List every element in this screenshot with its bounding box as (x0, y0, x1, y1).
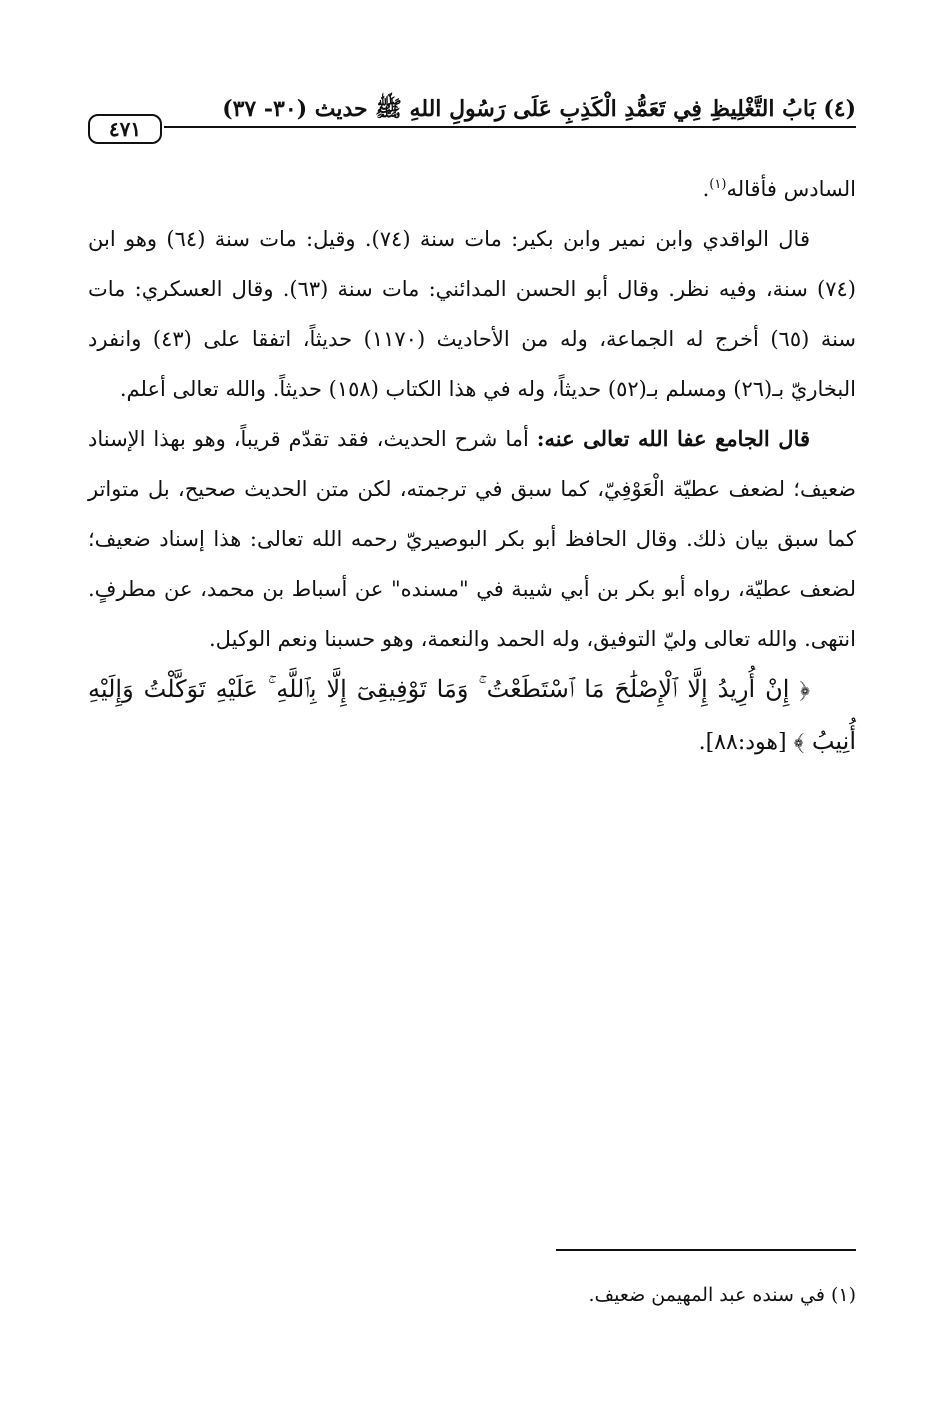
quran-reference: [هود:٨٨]. (698, 730, 794, 755)
paragraph-3 (88, 414, 856, 664)
main-text (88, 164, 856, 768)
footnote: (١) في سنده عبد المهيمن ضعيف. (588, 1284, 856, 1306)
running-header (88, 92, 856, 141)
paragraph-3-lead: قال الجامع عفا الله تعالى عنه: (536, 426, 811, 451)
paragraph-1-end: . (702, 177, 710, 201)
paragraph-3-text: أما شرح الحديث، فقد تقدّم قريباً، وهو بهذا الإسناد ضعيف؛ لضعف عطيّة الْعَوْفِيّ، كما سبق في ترجمته، لكن متن الحديث صحيح، بل متواتر كما سبق بيان ذلك. وقال الحافظ أبو بكر البوصيريّ رحمه الله تعالى: هذا إسناد ضعيف؛ لضعف عطيّة، رواه أبو بكر بن أبي شيبة في "مسنده" عن أسباط بن محمد، عن مطرفٍ. انتهى. والله تعالى وليّ التوفيق، وله الحمد والنعمة، وهو حسبنا ونعم الوكيل. (88, 427, 856, 651)
chapter-title: (٤) بَابُ التَّغْلِيظِ فِي تَعَمُّدِ الْكَذِبِ عَلَى رَسُولِ اللهِ ﷺ حديث (٣٠- ٣٧) (222, 96, 856, 122)
footnote-separator (556, 1249, 856, 1251)
header-rule (164, 126, 856, 128)
paragraph-1-text: السادس فأقاله (726, 177, 856, 201)
paragraph-1 (88, 164, 856, 214)
quran-quote (88, 664, 856, 768)
paragraph-2: قال الواقدي وابن نمير وابن بكير: مات سنة (٧٤). وقيل: مات سنة (٦٤) وهو ابن (٧٤) سنة، وفيه نظر. وقال أبو الحسن المدائني: مات سنة (٦٣). وقال العسكري: مات سنة (٦٥) أخرج له الجماعة، وله من الأحاديث (١١٧٠) حديثاً، اتفقا على (٤٣) وانفرد البخاريّ بـ(٢٦) ومسلم بـ(٥٢) حديثاً، وله في هذا الكتاب (١٥٨) حديثاً. والله تعالى أعلم. (88, 227, 857, 401)
page-number: ٤٧١ (88, 114, 162, 144)
quran-verse: ﴿ إِنْ أُرِيدُ إِلَّا ٱلْإِصْلَٰحَ مَا ٱسْتَطَعْتُ ۚ وَمَا تَوْفِيقِىٓ إِلَّا بِٱللَّهِ ۚ عَلَيْهِ تَوَكَّلْتُ وَإِلَيْهِ أُنِيبُ ﴾ (88, 675, 856, 755)
footnote-reference: (١) (709, 177, 727, 192)
